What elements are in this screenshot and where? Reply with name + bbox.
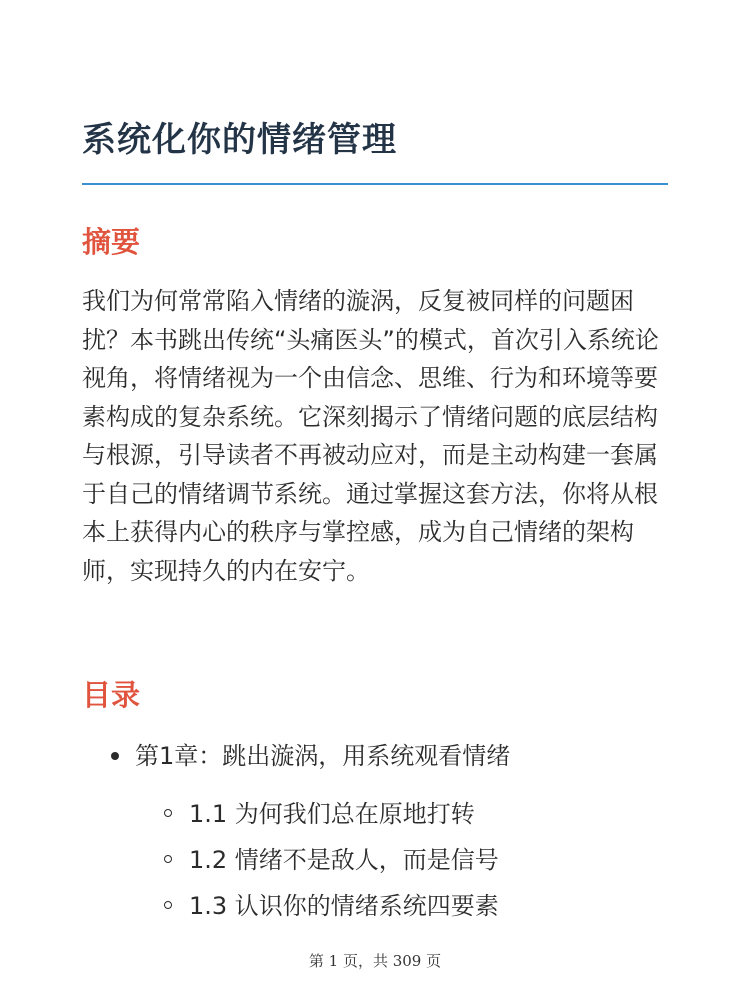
page-title: 系统化你的情绪管理 — [82, 120, 397, 160]
toc-chapter-1[interactable] — [82, 735, 668, 920]
toc-section-1-3[interactable] — [82, 883, 668, 929]
toc-section-label[interactable]: 1.3 认识你的情绪系统四要素 — [189, 892, 499, 920]
summary-paragraph: 我们为何常常陷入情绪的漩涡，反复被同样的问题困扰？本书跳出传统“头痛医头”的模式，首次引入系统论视角，将情绪视为一个由信念、思维、行为和环境等要素构成的复杂系统。它深刻揭示了情绪问题的底层结构与根源，引导读者不再被动应对，而是主动构建一套属于自己的情绪调节系统。通过掌握这套方法，你将从根本上获得内心的秩序与掌控感，成为自己情绪的架构师，实现持久的内在安宁。 — [82, 287, 659, 585]
bullet-circle-icon — [164, 901, 172, 909]
summary-heading: 摘要 — [82, 225, 141, 259]
toc-section-1-1[interactable] — [82, 791, 668, 837]
toc-section-label[interactable]: 1.2 情绪不是敌人，而是信号 — [189, 846, 499, 874]
bullet-disc-icon — [111, 752, 119, 760]
toc-chapter-label[interactable]: 第1章：跳出漩涡，用系统观看情绪 — [135, 742, 511, 770]
title-divider — [82, 183, 668, 185]
toc-subsection-list — [82, 791, 668, 929]
toc-section-1-2[interactable] — [82, 837, 668, 883]
bullet-circle-icon — [164, 855, 172, 863]
bullet-circle-icon — [164, 809, 172, 817]
page-number-footer: 第 1 页，共 309 页 — [308, 952, 442, 970]
toc-heading: 目录 — [82, 678, 141, 712]
toc-section-label[interactable]: 1.1 为何我们总在原地打转 — [189, 800, 475, 828]
toc-list — [82, 735, 668, 920]
